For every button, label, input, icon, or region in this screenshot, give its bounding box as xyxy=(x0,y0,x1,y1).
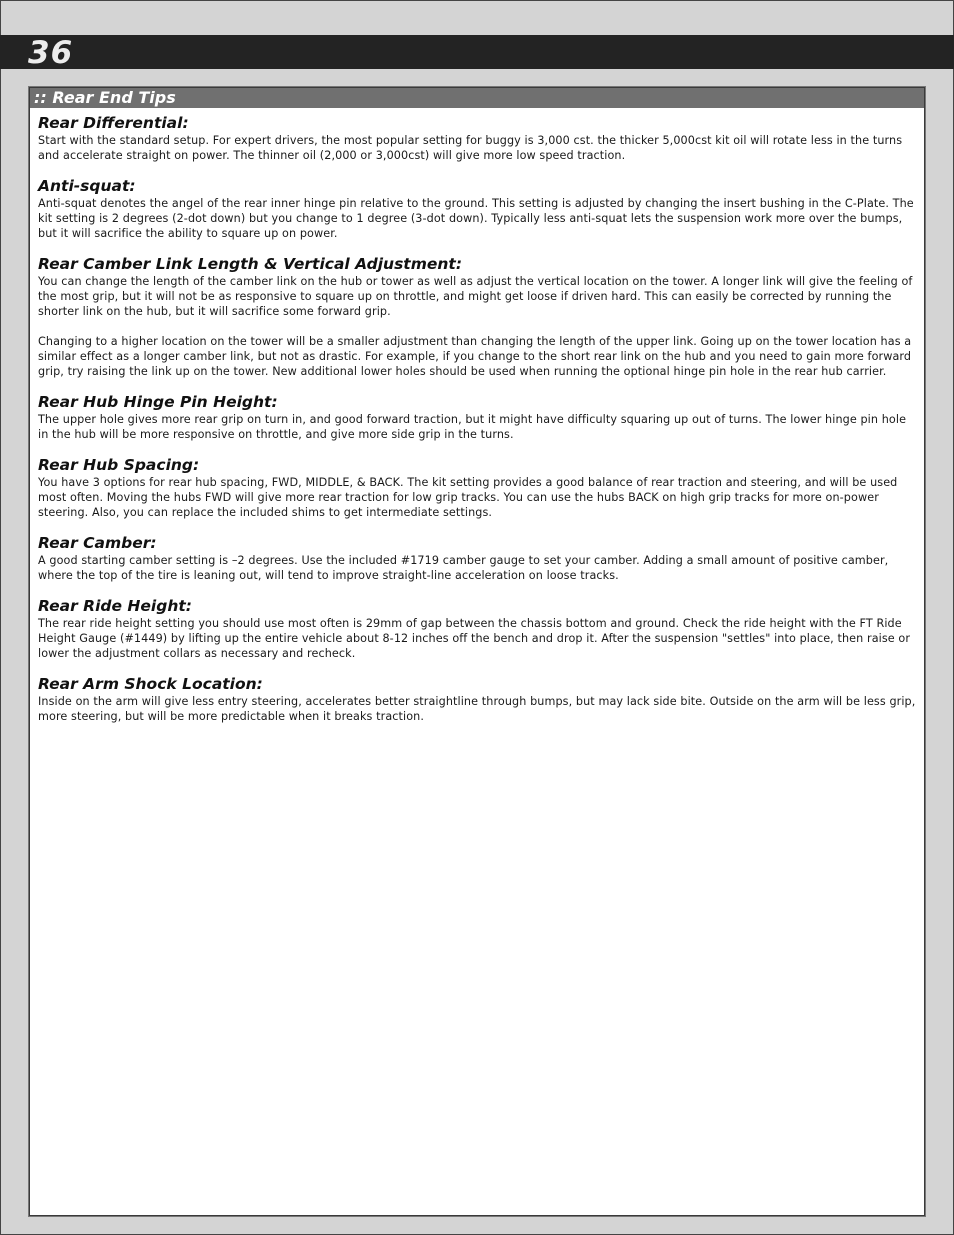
section-rear-differential xyxy=(38,114,916,163)
section-paragraph: The rear ride height setting you should use most often is 29mm of gap between the chassis bottom and ground. Check the ride height with the FT Ride Height Gauge (#1449) by lifting up the entire vehicle about 8-12 inches off the bench and drop it. After the suspension "settles" into place, then raise or lower the adjustment collars as necessary and recheck. xyxy=(38,617,911,660)
section-paragraph: The upper hole gives more rear grip on turn in, and good forward traction, but it might have difficulty squaring up out of turns. The lower hinge pin hole in the hub will be more responsive on throttle, and give more side grip in the turns. xyxy=(38,413,907,441)
rear-end-tips-panel xyxy=(29,87,925,1216)
section-rear-arm-shock-location xyxy=(38,675,916,724)
section-anti-squat xyxy=(38,177,916,241)
section-rear-camber-link xyxy=(38,255,916,379)
section-paragraph: Anti-squat denotes the angel of the rear inner hinge pin relative to the ground. This setting is adjusted by changing the insert bushing in the C-Plate. The kit setting is 2 degrees (2-dot down) but you change to 1 degree (3-dot down). Typically less anti-squat lets the suspension work more over the bumps, but it will sacrifice the ability to square up on power. xyxy=(38,197,914,240)
section-title: Rear Hub Spacing: xyxy=(38,456,200,474)
section-paragraph: Start with the standard setup. For expert drivers, the most popular setting for buggy is 3,000 cst. the thicker 5,000cst kit oil will rotate less in the turns and accelerate straight on power. The thinner oil (2,000 or 3,000cst) will give more low speed traction. xyxy=(38,134,903,162)
section-paragraph: Inside on the arm will give less entry steering, accelerates better straightline through bumps, but may lack side bite. Outside on the arm will be less grip, more steering, but will be more predictable when it breaks traction. xyxy=(38,695,916,723)
panel-title: :: Rear End Tips xyxy=(34,88,176,107)
section-rear-camber xyxy=(38,534,916,583)
section-rear-hub-spacing xyxy=(38,456,916,520)
section-title: Rear Differential: xyxy=(38,114,189,132)
section-title: Rear Arm Shock Location: xyxy=(38,675,263,693)
panel-header xyxy=(30,88,924,108)
section-paragraph: You can change the length of the camber link on the hub or tower as well as adjust the vertical location on the tower. A longer link will give the feeling of the most grip, but it will not be as responsive to square up on throttle, and might get loose if driven hard. This can easily be corrected by running the shorter link on the hub, but it will sacrifice some forward grip. xyxy=(38,275,913,318)
section-rear-ride-height xyxy=(38,597,916,661)
section-title: Rear Hub Hinge Pin Height: xyxy=(38,393,278,411)
section-title: Rear Camber: xyxy=(38,534,157,552)
section-title: Anti-squat: xyxy=(38,177,136,195)
page-number: 36 xyxy=(28,35,74,71)
page-header-bar xyxy=(0,35,954,69)
section-title: Rear Ride Height: xyxy=(38,597,192,615)
panel-content xyxy=(38,114,916,738)
section-paragraph: You have 3 options for rear hub spacing, FWD, MIDDLE, & BACK. The kit setting provides a good balance of rear traction and steering, and will be used most often. Moving the hubs FWD will give more rear traction for low grip tracks. You can use the hubs BACK on high grip tracks for more on-power steering. Also, you can replace the included shims to get intermediate settings. xyxy=(38,476,898,519)
section-rear-hub-hinge-pin-height xyxy=(38,393,916,442)
section-paragraph: Changing to a higher location on the tower will be a smaller adjustment than changing the length of the upper link. Going up on the tower location has a similar effect as a longer camber link, but not as drastic. For example, if you change to the short rear link on the hub and you need to gain more forward grip, try raising the link up on the tower. New additional lower holes should be used when running the optional hinge pin hole in the rear hub carrier. xyxy=(38,335,912,378)
section-paragraph: A good starting camber setting is –2 degrees. Use the included #1719 camber gauge to set your camber. Adding a small amount of positive camber, where the top of the tire is leaning out, will tend to improve straight-line acceleration on loose tracks. xyxy=(38,554,889,582)
section-title: Rear Camber Link Length & Vertical Adjustment: xyxy=(38,255,463,273)
